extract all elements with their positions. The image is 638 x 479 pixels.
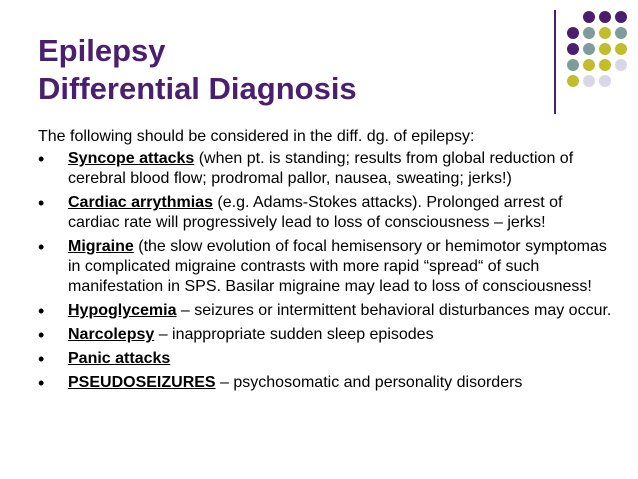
- decorative-dot: [599, 59, 611, 71]
- bullet-icon: •: [38, 149, 45, 169]
- list-item: [38, 301, 613, 321]
- list-item: [38, 349, 613, 369]
- list-item: [38, 325, 613, 345]
- item-term: Cardiac arrythmias: [68, 194, 213, 211]
- item-text: – seizures or intermittent behavioral disturbances may occur.: [176, 302, 612, 319]
- decorative-dot: [583, 11, 595, 23]
- slide-body: [38, 127, 613, 397]
- list-item: [38, 373, 613, 393]
- bullet-icon: •: [38, 349, 45, 369]
- decorative-dot: [583, 59, 595, 71]
- decorative-dot: [583, 27, 595, 39]
- item-text: (e.g. Adams-Stokes attacks). Prolonged arrest of cardiac rate will progressively lead to loss of consciousness – jerks!: [68, 194, 563, 231]
- slide-title-line-2: Differential Diagnosis: [38, 71, 357, 106]
- bullet-icon: •: [38, 325, 45, 345]
- decorative-dot: [615, 11, 627, 23]
- item-term: Panic attacks: [68, 350, 171, 367]
- decorative-dot: [599, 27, 611, 39]
- item-term: Narcolepsy: [68, 326, 155, 343]
- decorative-dot: [615, 59, 627, 71]
- decorative-dot: [567, 27, 579, 39]
- decorative-dot: [615, 75, 627, 87]
- item-text: – psychosomatic and personality disorders: [215, 374, 523, 391]
- item-term: Migraine: [68, 238, 134, 255]
- slide-title-line-1: Epilepsy: [38, 33, 166, 68]
- bullet-list: [38, 149, 613, 393]
- item-text: (when pt. is standing; results from global reduction of cerebral blood flow; prodromal pallor, nausea, sweating; jerks!): [68, 150, 574, 187]
- decorative-dot: [599, 11, 611, 23]
- bullet-icon: •: [38, 301, 45, 321]
- decorative-dot: [599, 75, 611, 87]
- item-term: PSEUDOSEIZURES: [68, 374, 216, 391]
- intro-text: The following should be considered in the diff. dg. of epilepsy:: [38, 128, 475, 145]
- list-item: [38, 149, 613, 189]
- bullet-icon: •: [38, 237, 45, 257]
- item-term: Syncope attacks: [68, 150, 195, 167]
- item-term: Hypoglycemia: [68, 302, 177, 319]
- decorative-dot: [567, 11, 579, 23]
- decorative-dot: [615, 27, 627, 39]
- decorative-dot: [567, 75, 579, 87]
- decorative-dot: [583, 75, 595, 87]
- decorative-dot: [599, 43, 611, 55]
- slide-title: [38, 32, 357, 108]
- decorative-dot: [567, 43, 579, 55]
- decorative-dot: [567, 59, 579, 71]
- item-text: – inappropriate sudden sleep episodes: [154, 326, 434, 343]
- decorative-dot: [615, 43, 627, 55]
- list-item: [38, 237, 613, 297]
- bullet-icon: •: [38, 373, 45, 393]
- decorative-dot-grid: [567, 11, 628, 88]
- list-item: [38, 193, 613, 233]
- item-text: (the slow evolution of focal hemisensory or hemimotor symptomas in complicated migraine contrasts with more rapid “spread“ of such manifestation in SPS. Basilar migraine may lead to loss of consciousness!: [68, 238, 607, 295]
- decorative-dot: [583, 43, 595, 55]
- decorative-divider-line: [554, 10, 556, 114]
- bullet-icon: •: [38, 193, 45, 213]
